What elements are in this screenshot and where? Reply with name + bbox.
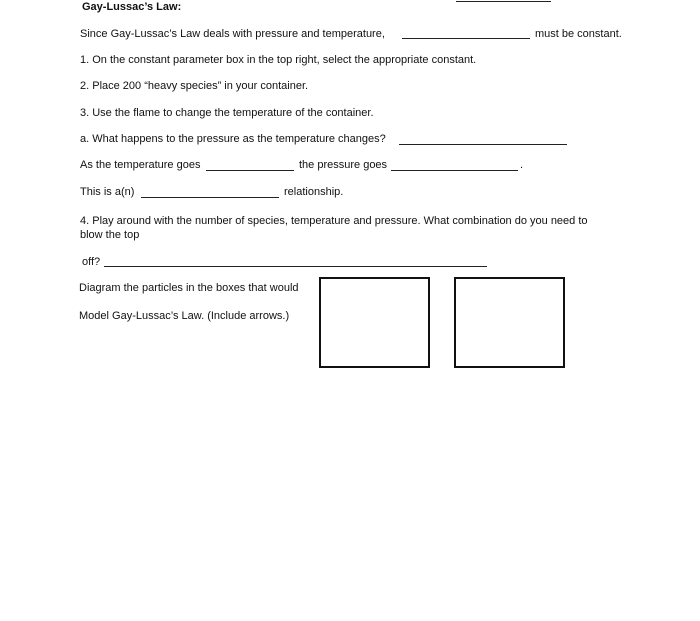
intro-text: Since Gay-Lussac’s Law deals with pressure and temperature,	[80, 28, 385, 40]
temperature-goes-label: As the temperature goes	[80, 159, 201, 171]
relationship-label: This is a(n)	[80, 186, 135, 198]
relationship-blank[interactable]	[141, 197, 279, 198]
step-4-line-1: 4. Play around with the number of species, temperature and pressure. What combination do you need to	[80, 215, 588, 227]
question-a: a. What happens to the pressure as the temperature changes?	[80, 133, 386, 145]
diagram-box-before[interactable]	[319, 277, 430, 368]
pressure-direction-blank[interactable]	[391, 170, 518, 171]
step-2: 2. Place 200 “heavy species” in your container.	[80, 80, 309, 92]
constant-blank[interactable]	[402, 38, 530, 39]
step-4-line-2: blow the top	[80, 229, 140, 241]
temperature-direction-blank[interactable]	[206, 170, 294, 171]
diagram-instruction-1: Diagram the particles in the boxes that would	[79, 282, 299, 294]
header-rule	[456, 1, 551, 2]
step-4-line-3: off?	[82, 256, 101, 268]
combination-answer-blank[interactable]	[104, 266, 487, 267]
relationship-suffix: relationship.	[284, 186, 344, 198]
step-3: 3. Use the flame to change the temperature of the container.	[80, 107, 374, 119]
sentence-period: .	[520, 159, 524, 171]
pressure-goes-label: the pressure goes	[299, 159, 388, 171]
diagram-box-after[interactable]	[454, 277, 565, 368]
intro-suffix: must be constant.	[535, 28, 622, 40]
diagram-instruction-2: Model Gay-Lussac’s Law. (Include arrows.)	[79, 310, 290, 322]
worksheet-title: Gay-Lussac’s Law:	[82, 1, 182, 13]
step-1: 1. On the constant parameter box in the top right, select the appropriate constant.	[80, 54, 477, 66]
pressure-answer-blank[interactable]	[399, 144, 567, 145]
